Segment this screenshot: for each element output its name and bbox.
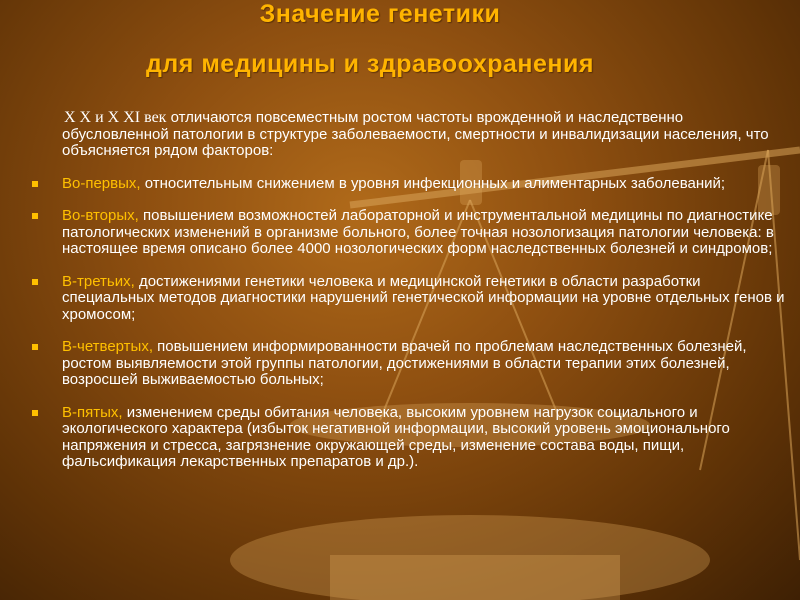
list-item bbox=[62, 274, 787, 324]
intro-text: отличаются повсеместным ростом частоты врожденной и наследственно обусловленной патологии в структуре заболеваемости, смертности и инвалидизации населения, что объясняется рядом факторов: bbox=[62, 109, 769, 159]
list-item bbox=[62, 339, 787, 389]
factor-lead: В-третьих, bbox=[62, 272, 135, 290]
intro-paragraph bbox=[62, 110, 787, 160]
bullet-icon bbox=[32, 213, 38, 219]
bullet-icon bbox=[32, 279, 38, 285]
page-subtitle: для медицины и здравоохранения bbox=[146, 50, 594, 78]
content bbox=[62, 110, 787, 471]
factor-lead: Во-вторых, bbox=[62, 207, 139, 224]
factor-text: достижениями генетики человека и медицинской генетики в области разработки специальных методов диагностики нарушений генетической информации на уровне отдельных генов и хромосом; bbox=[62, 272, 785, 323]
bullet-icon bbox=[32, 344, 38, 350]
page-title: Значение генетики bbox=[259, 0, 501, 28]
bullet-icon bbox=[32, 410, 38, 416]
factor-text: относительным снижением в уровня инфекционных и алиментарных заболеваний; bbox=[140, 174, 726, 192]
list-item bbox=[62, 176, 787, 193]
factor-text: изменением среды обитания человека, высоким уровнем нагрузок социального и экологического характера (избыток негативной информации, высокий уровень эмоционального напряжения и стресса, загрязнение окружающей среды, изменение состава воды, пищи, фальсификация лекарственных препаратов и др.). bbox=[62, 403, 730, 470]
list-item bbox=[62, 405, 787, 471]
factor-lead: В-четвертых, bbox=[62, 338, 154, 355]
factors-list bbox=[62, 176, 787, 471]
intro-centuries: X X и X XI век bbox=[64, 109, 167, 126]
list-item bbox=[62, 208, 787, 258]
factor-lead: В-пятых, bbox=[62, 403, 123, 421]
factor-text: повышением возможностей лабораторной и инструментальной медицины по диагностике патологических изменений в организме больного, более точная нозологизация патологии человека: в настоящее время описано более 4000 нозологических форм наследственных болезней и синдромов; bbox=[62, 207, 774, 257]
bullet-icon bbox=[32, 181, 38, 187]
factor-text: повышением информированности врачей по проблемам наследственных болезней, ростом выявляемости этой группы патологии, достижениями в области терапии этих болезней, возросшей выживаемостью больных; bbox=[62, 338, 747, 388]
factor-lead: Во-первых, bbox=[62, 174, 141, 192]
